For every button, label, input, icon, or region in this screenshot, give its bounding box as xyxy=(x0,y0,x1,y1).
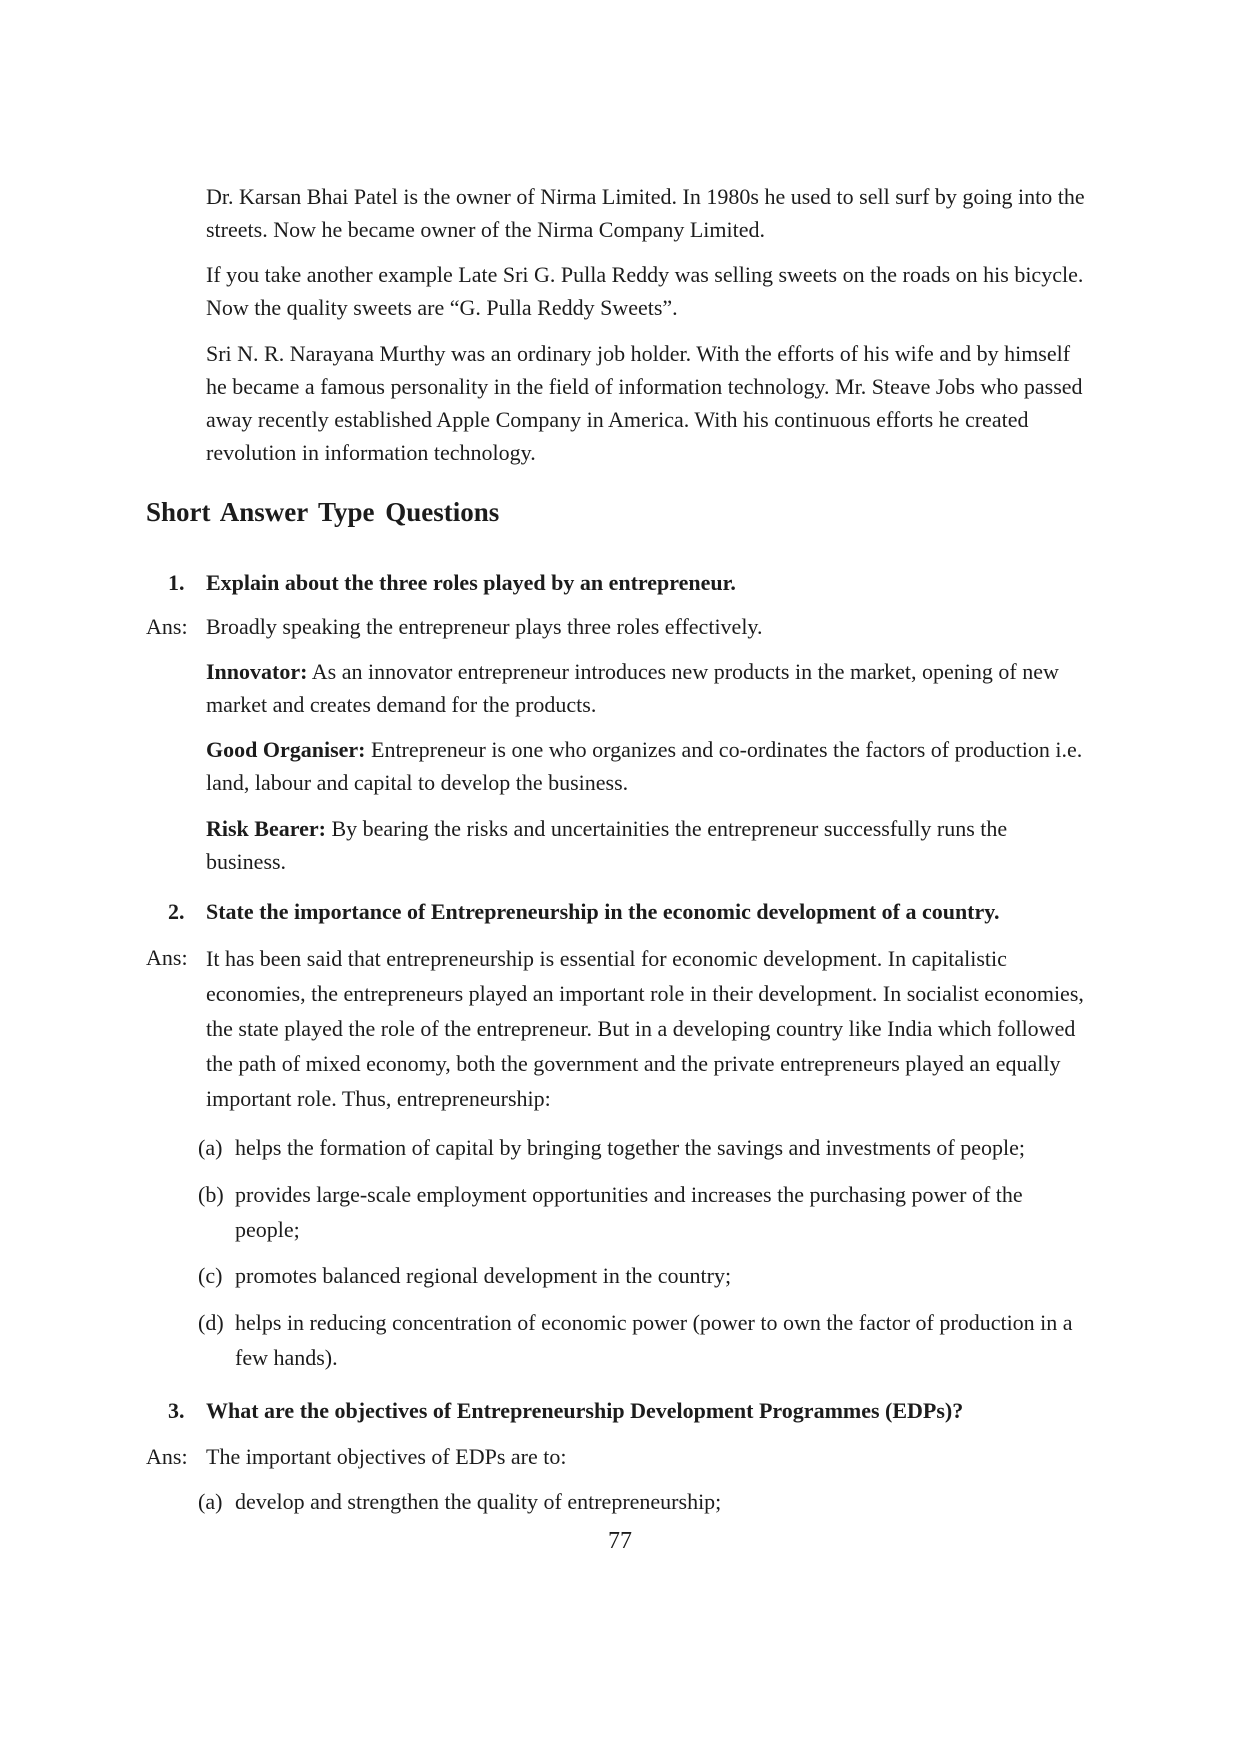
role-good-organiser xyxy=(206,733,1086,799)
list-item: (b) provides large-scale employment opportunities and increases the purchasing power of the people; xyxy=(198,1182,1023,1242)
question-3 xyxy=(168,1394,1108,1427)
list-item: (d) helps in reducing concentration of economic power (power to own the factor of production in a few hands). xyxy=(198,1310,1073,1370)
question-number: 2. xyxy=(168,899,185,924)
question-2 xyxy=(168,895,1108,928)
answer-label: Ans: xyxy=(146,614,188,639)
intro-paragraph-3: Sri N. R. Narayana Murthy was an ordinary job holder. With the efforts of his wife and by himself he became a famous personality in the field of information technology. Mr. Steave Jobs who passed away recently established Apple Company in America. With his continuous efforts he created revolution in information technology. xyxy=(206,341,1083,465)
role-text: By bearing the risks and uncertainities the entrepreneur successfully runs the business. xyxy=(206,816,1008,874)
question-text: State the importance of Entrepreneurship in the economic development of a country. xyxy=(206,899,1000,924)
role-term: Good Organiser: xyxy=(206,737,366,762)
section-heading: Short Answer Type Questions xyxy=(146,497,500,527)
list-item: (a) develop and strengthen the quality of entrepreneurship; xyxy=(198,1489,722,1514)
role-text: Entrepreneur is one who organizes and co-ordinates the factors of production i.e. land, labour and capital to develop the business. xyxy=(206,737,1083,795)
answer-1-intro: Broadly speaking the entrepreneur plays three roles effectively. xyxy=(206,614,763,639)
question-text: Explain about the three roles played by an entrepreneur. xyxy=(206,570,736,595)
role-innovator xyxy=(206,655,1086,721)
answer-3-intro: The important objectives of EDPs are to: xyxy=(206,1444,567,1469)
question-number: 1. xyxy=(168,570,185,595)
intro-paragraph-2: If you take another example Late Sri G. Pulla Reddy was selling sweets on the roads on his bicycle. Now the quality sweets are “G. Pulla Reddy Sweets”. xyxy=(206,262,1084,320)
page-number: 77 xyxy=(608,1528,632,1554)
role-risk-bearer xyxy=(206,812,1086,878)
answer-label: Ans: xyxy=(146,1444,188,1469)
intro-paragraph-1: Dr. Karsan Bhai Patel is the owner of Nirma Limited. In 1980s he used to sell surf by going into the streets. Now he became owner of the Nirma Company Limited. xyxy=(206,184,1085,242)
question-1 xyxy=(168,566,1108,599)
list-item: (c) promotes balanced regional development in the country; xyxy=(198,1263,732,1288)
question-number: 3. xyxy=(168,1398,185,1423)
question-text: What are the objectives of Entrepreneurship Development Programmes (EDPs)? xyxy=(206,1398,964,1423)
role-term: Risk Bearer: xyxy=(206,816,326,841)
answer-label: Ans: xyxy=(146,945,188,970)
role-term: Innovator: xyxy=(206,659,308,684)
role-text: As an innovator entrepreneur introduces new products in the market, opening of new market and creates demand for the products. xyxy=(206,659,1059,717)
answer-2-text: It has been said that entrepreneurship is essential for economic development. In capitalistic economies, the entrepreneurs played an important role in their development. In socialist economies, the state played the role of the entrepreneur. But in a developing country like India which followed the path of mixed economy, both the government and the private entrepreneurs played an equally important role. Thus, entrepreneurship: xyxy=(206,946,1084,1111)
list-item: (a) helps the formation of capital by bringing together the savings and investments of people; xyxy=(198,1135,1025,1160)
